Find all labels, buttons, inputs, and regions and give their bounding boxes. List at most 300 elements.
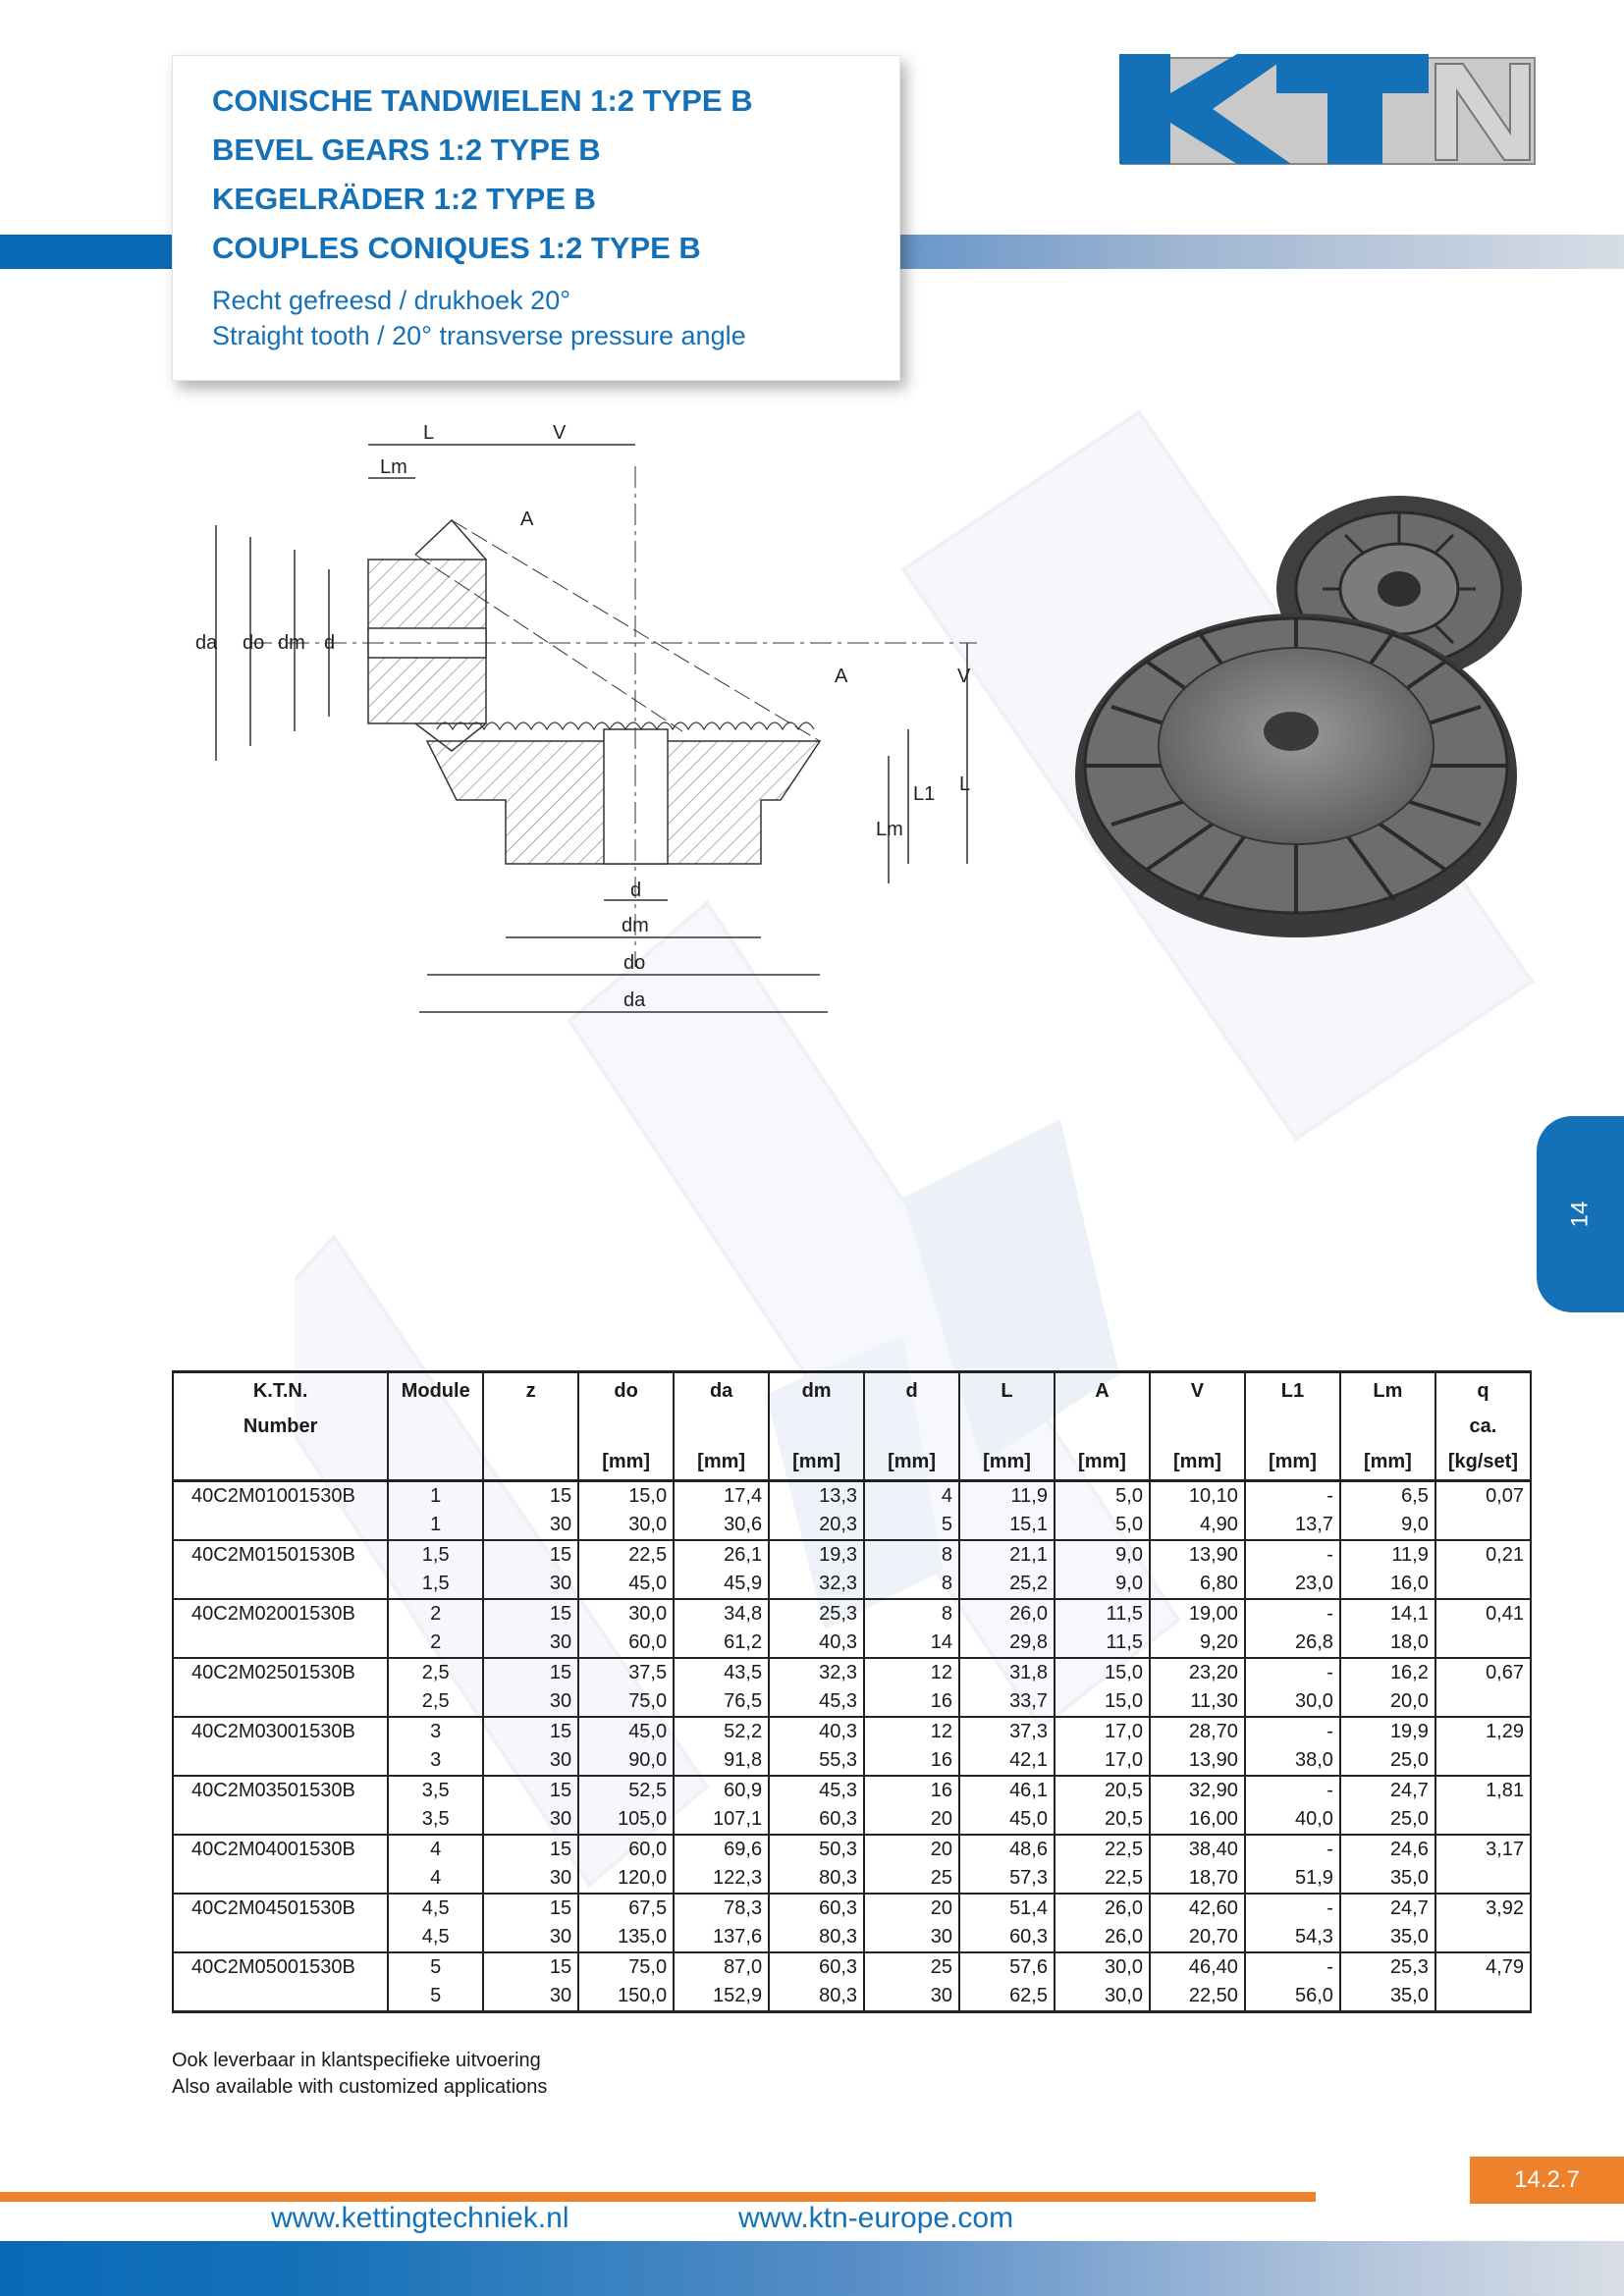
table-cell: 15,0 [1055, 1658, 1150, 1687]
table-cell: 30 [483, 1864, 578, 1894]
cell-number: 40C2M01001530B [173, 1481, 388, 1512]
table-cell: 19,3 [769, 1540, 864, 1570]
table-cell: 29,8 [959, 1629, 1055, 1658]
dim-V-right: V [957, 666, 971, 687]
table-row [173, 1570, 1531, 1599]
footer-band [0, 2241, 1624, 2296]
dim-L-right: L [959, 774, 971, 795]
table-cell: 26,0 [959, 1599, 1055, 1629]
table-cell: - [1245, 1835, 1340, 1864]
table-cell: 0,41 [1435, 1599, 1531, 1629]
title-fr: COUPLES CONIQUES 1:2 TYPE B [212, 231, 701, 265]
table-cell: 80,3 [769, 1864, 864, 1894]
table-cell: 150,0 [578, 1982, 674, 2012]
table-cell: 46,1 [959, 1776, 1055, 1805]
table-cell: 35,0 [1340, 1923, 1435, 1952]
ktn-logo [1119, 54, 1537, 168]
table-cell: 26,0 [1055, 1894, 1150, 1923]
table-cell: 5,0 [1055, 1481, 1150, 1512]
table-cell: 15 [483, 1540, 578, 1570]
table-cell: 55,3 [769, 1746, 864, 1776]
table-cell: 20,3 [769, 1511, 864, 1540]
th-da: da [674, 1372, 769, 1410]
table-row [173, 1481, 1531, 1512]
table-cell: 0,67 [1435, 1658, 1531, 1687]
table-cell: 11,5 [1055, 1599, 1150, 1629]
table-cell: 13,3 [769, 1481, 864, 1512]
table-cell: 30 [483, 1629, 578, 1658]
table-cell: 1,5 [388, 1570, 483, 1599]
table-cell: 2 [388, 1599, 483, 1629]
footer-link-kettingtechniek[interactable]: www.kettingtechniek.nl [271, 2202, 569, 2234]
table-cell: 34,8 [674, 1599, 769, 1629]
table-cell: 14,1 [1340, 1599, 1435, 1629]
table-cell: 3,92 [1435, 1894, 1531, 1923]
table-row [173, 1864, 1531, 1894]
table-cell: 32,90 [1150, 1776, 1245, 1805]
table-row [173, 1776, 1531, 1805]
table-cell: - [1245, 1952, 1340, 1982]
table-cell: 9,20 [1150, 1629, 1245, 1658]
table-cell: 20,0 [1340, 1687, 1435, 1717]
dim-A-top: A [520, 508, 534, 530]
table-cell: 8 [864, 1599, 959, 1629]
table-row [173, 1805, 1531, 1835]
table-cell: 51,9 [1245, 1864, 1340, 1894]
table-row [173, 1952, 1531, 1982]
table-cell: 20 [864, 1894, 959, 1923]
table-cell: 42,60 [1150, 1894, 1245, 1923]
table-cell: 45,9 [674, 1570, 769, 1599]
dim-Lm: Lm [380, 456, 407, 478]
dim-da-bottom: da [623, 989, 646, 1011]
table-cell: 2,5 [388, 1658, 483, 1687]
cell-number: 40C2M01501530B [173, 1540, 388, 1570]
table-cell: 1,5 [388, 1540, 483, 1570]
table-cell: 45,3 [769, 1776, 864, 1805]
table-cell: 30 [483, 1687, 578, 1717]
table-cell: 30 [864, 1923, 959, 1952]
table-cell: 21,1 [959, 1540, 1055, 1570]
table-cell: 50,3 [769, 1835, 864, 1864]
table-row [173, 1923, 1531, 1952]
table-cell: 152,9 [674, 1982, 769, 2012]
table-cell: 3,5 [388, 1776, 483, 1805]
dim-A-bottom: A [835, 666, 848, 687]
table-cell: 30,0 [1055, 1952, 1150, 1982]
table-cell: 20,5 [1055, 1805, 1150, 1835]
table-cell: 4 [864, 1481, 959, 1512]
table-cell [1435, 1570, 1531, 1599]
table-cell: 5 [388, 1952, 483, 1982]
cell-number [173, 1923, 388, 1952]
table-cell: 45,3 [769, 1687, 864, 1717]
table-cell: 26,1 [674, 1540, 769, 1570]
dim-d-bottom: d [630, 880, 642, 901]
table-cell: - [1245, 1776, 1340, 1805]
table-cell: 25,3 [769, 1599, 864, 1629]
table-cell: 60,3 [769, 1805, 864, 1835]
table-row [173, 1835, 1531, 1864]
table-cell [1435, 1629, 1531, 1658]
table-cell: 15,0 [578, 1481, 674, 1512]
table-cell: 10,10 [1150, 1481, 1245, 1512]
note-nl: Ook leverbaar in klantspecifieke uitvoering [172, 2050, 541, 2071]
table-cell: 135,0 [578, 1923, 674, 1952]
table-cell: 60,3 [959, 1923, 1055, 1952]
table-cell: 69,6 [674, 1835, 769, 1864]
table-cell: 15,0 [1055, 1687, 1150, 1717]
dim-d-left: d [324, 632, 336, 654]
table-cell: 80,3 [769, 1982, 864, 2012]
table-cell: 8 [864, 1540, 959, 1570]
table-cell: 76,5 [674, 1687, 769, 1717]
table-cell: 17,0 [1055, 1717, 1150, 1746]
table-cell: 1,81 [1435, 1776, 1531, 1805]
table-cell: 16,00 [1150, 1805, 1245, 1835]
table-cell: 11,5 [1055, 1629, 1150, 1658]
table-cell: 56,0 [1245, 1982, 1340, 2012]
table-cell: 19,00 [1150, 1599, 1245, 1629]
table-cell: 20 [864, 1805, 959, 1835]
table-cell: 15 [483, 1894, 578, 1923]
table-cell: 15 [483, 1776, 578, 1805]
th-unit: [mm] [1245, 1444, 1340, 1481]
table-cell: 30 [483, 1982, 578, 2012]
table-cell: 17,0 [1055, 1746, 1150, 1776]
dim-dm-left: dm [278, 632, 305, 654]
footer-link-ktn-europe[interactable]: www.ktn-europe.com [738, 2202, 1014, 2234]
table-cell: - [1245, 1717, 1340, 1746]
table-row [173, 1687, 1531, 1717]
table-cell: 37,5 [578, 1658, 674, 1687]
table-cell: 60,3 [769, 1952, 864, 1982]
table-cell: 40,0 [1245, 1805, 1340, 1835]
table-cell: 30 [483, 1746, 578, 1776]
cell-number: 40C2M04001530B [173, 1835, 388, 1864]
table-cell: 52,5 [578, 1776, 674, 1805]
table-cell [1435, 1864, 1531, 1894]
cell-number: 40C2M05001530B [173, 1952, 388, 1982]
table-cell: 13,7 [1245, 1511, 1340, 1540]
table-cell: 57,3 [959, 1864, 1055, 1894]
table-cell: 60,0 [578, 1835, 674, 1864]
table-cell: 9,0 [1055, 1540, 1150, 1570]
table-cell: 15 [483, 1717, 578, 1746]
table-cell: 13,90 [1150, 1540, 1245, 1570]
table-cell: 24,7 [1340, 1776, 1435, 1805]
table-cell: 25 [864, 1864, 959, 1894]
dim-do-bottom: do [623, 952, 646, 974]
table-cell: 30,0 [578, 1599, 674, 1629]
table-cell: 20,5 [1055, 1776, 1150, 1805]
table-cell: 22,5 [578, 1540, 674, 1570]
table-cell: - [1245, 1658, 1340, 1687]
cell-number: 40C2M03001530B [173, 1717, 388, 1746]
table-cell: 35,0 [1340, 1982, 1435, 2012]
table-row [173, 1717, 1531, 1746]
table-cell: 22,50 [1150, 1982, 1245, 2012]
table-cell: 19,9 [1340, 1717, 1435, 1746]
table-cell: 18,0 [1340, 1629, 1435, 1658]
th-L: L [959, 1372, 1055, 1410]
table-cell: 51,4 [959, 1894, 1055, 1923]
cell-number: 40C2M02001530B [173, 1599, 388, 1629]
th-module: Module [388, 1372, 483, 1410]
table-cell: 87,0 [674, 1952, 769, 1982]
table-cell: 78,3 [674, 1894, 769, 1923]
table-cell: 61,2 [674, 1629, 769, 1658]
table-cell [1435, 1746, 1531, 1776]
dim-Lm-right: Lm [876, 819, 903, 840]
table-cell: 2,5 [388, 1687, 483, 1717]
table-cell: 30,6 [674, 1511, 769, 1540]
table-cell: 15,1 [959, 1511, 1055, 1540]
dim-dm-bottom: dm [622, 915, 649, 936]
table-cell: 4,79 [1435, 1952, 1531, 1982]
technical-drawing [191, 417, 1036, 1026]
table-cell: 15 [483, 1481, 578, 1512]
table-cell: 22,5 [1055, 1864, 1150, 1894]
title-de: KEGELRÄDER 1:2 TYPE B [212, 182, 597, 216]
table-cell: 2 [388, 1629, 483, 1658]
table-cell: 45,0 [959, 1805, 1055, 1835]
table-cell: 137,6 [674, 1923, 769, 1952]
th-unit: [mm] [674, 1444, 769, 1481]
table-cell: 6,80 [1150, 1570, 1245, 1599]
note-en: Also available with customized applications [172, 2076, 548, 2098]
table-cell: 4 [388, 1835, 483, 1864]
table-cell: 22,5 [1055, 1835, 1150, 1864]
table-row [173, 1982, 1531, 2012]
th-unit: [mm] [959, 1444, 1055, 1481]
chapter-tab-label: 14 [1566, 1201, 1594, 1228]
table-cell: 4 [388, 1864, 483, 1894]
table-cell: 75,0 [578, 1687, 674, 1717]
table-cell: 30,0 [1245, 1687, 1340, 1717]
table-cell: 25,3 [1340, 1952, 1435, 1982]
table-cell [1435, 1805, 1531, 1835]
table-cell: 16,2 [1340, 1658, 1435, 1687]
table-cell: 1 [388, 1511, 483, 1540]
table-cell: 18,70 [1150, 1864, 1245, 1894]
th-q: q [1435, 1372, 1531, 1410]
table-cell: 16 [864, 1776, 959, 1805]
th-V: V [1150, 1372, 1245, 1410]
th-unit: [mm] [1150, 1444, 1245, 1481]
table-cell: 24,6 [1340, 1835, 1435, 1864]
table-cell [1435, 1687, 1531, 1717]
table-cell: - [1245, 1599, 1340, 1629]
table-cell: 45,0 [578, 1570, 674, 1599]
table-cell [1435, 1923, 1531, 1952]
table-cell: 8 [864, 1570, 959, 1599]
spec-table [172, 1370, 1532, 2013]
cell-number [173, 1687, 388, 1717]
table-cell: 60,3 [769, 1894, 864, 1923]
table-cell: 26,8 [1245, 1629, 1340, 1658]
table-cell: 67,5 [578, 1894, 674, 1923]
table-cell: 30 [864, 1982, 959, 2012]
table-cell: 25,0 [1340, 1805, 1435, 1835]
table-cell: 25,0 [1340, 1746, 1435, 1776]
th-dm: dm [769, 1372, 864, 1410]
dim-do-left: do [243, 632, 265, 654]
table-cell: 12 [864, 1717, 959, 1746]
title-nl: CONISCHE TANDWIELEN 1:2 TYPE B [212, 83, 753, 118]
table-cell: 11,30 [1150, 1687, 1245, 1717]
cell-number [173, 1629, 388, 1658]
table-cell: 3,17 [1435, 1835, 1531, 1864]
chapter-tab[interactable] [1537, 1116, 1624, 1312]
table-cell: 48,6 [959, 1835, 1055, 1864]
th-do: do [578, 1372, 674, 1410]
table-cell: 91,8 [674, 1746, 769, 1776]
table-cell: 3,5 [388, 1805, 483, 1835]
table-cell: 9,0 [1055, 1570, 1150, 1599]
cell-number [173, 1570, 388, 1599]
footer-orange-line [0, 2192, 1316, 2202]
table-cell: 32,3 [769, 1658, 864, 1687]
table-cell: 16 [864, 1746, 959, 1776]
table-cell: 16 [864, 1687, 959, 1717]
cell-number [173, 1982, 388, 2012]
th-unit-q: [kg/set] [1435, 1444, 1531, 1481]
th-unit: [mm] [864, 1444, 959, 1481]
table-cell: 43,5 [674, 1658, 769, 1687]
th-A: A [1055, 1372, 1150, 1410]
th-Lm: Lm [1340, 1372, 1435, 1410]
table-cell: 5 [388, 1982, 483, 2012]
table-cell: 13,90 [1150, 1746, 1245, 1776]
table-cell: 30,0 [578, 1511, 674, 1540]
table-cell: 122,3 [674, 1864, 769, 1894]
table-cell: 40,3 [769, 1717, 864, 1746]
table-cell: 52,2 [674, 1717, 769, 1746]
table-cell: 57,6 [959, 1952, 1055, 1982]
table-cell [1435, 1511, 1531, 1540]
cell-number: 40C2M04501530B [173, 1894, 388, 1923]
table-cell: 25 [864, 1952, 959, 1982]
bevel-gear-render [1070, 452, 1561, 962]
table-cell: 26,0 [1055, 1923, 1150, 1952]
table-cell: 23,20 [1150, 1658, 1245, 1687]
table-cell: 25,2 [959, 1570, 1055, 1599]
table-cell: 35,0 [1340, 1864, 1435, 1894]
th-d: d [864, 1372, 959, 1410]
table-cell: - [1245, 1540, 1340, 1570]
table-cell: 80,3 [769, 1923, 864, 1952]
title-en: BEVEL GEARS 1:2 TYPE B [212, 133, 601, 167]
page-number: 14.2.7 [1470, 2157, 1624, 2204]
table-cell: 3 [388, 1717, 483, 1746]
table-cell [1435, 1982, 1531, 2012]
table-cell: 37,3 [959, 1717, 1055, 1746]
table-cell: 30,0 [1055, 1982, 1150, 2012]
table-cell: 38,0 [1245, 1746, 1340, 1776]
cell-number [173, 1805, 388, 1835]
table-cell: 30 [483, 1805, 578, 1835]
table-cell: - [1245, 1481, 1340, 1512]
table-cell: 32,3 [769, 1570, 864, 1599]
table-cell: 17,4 [674, 1481, 769, 1512]
cell-number [173, 1864, 388, 1894]
table-cell: 120,0 [578, 1864, 674, 1894]
th-unit: [mm] [1340, 1444, 1435, 1481]
table-cell: 90,0 [578, 1746, 674, 1776]
table-cell: 33,7 [959, 1687, 1055, 1717]
table-cell: 38,40 [1150, 1835, 1245, 1864]
table-cell: 16,0 [1340, 1570, 1435, 1599]
table-cell: 14 [864, 1629, 959, 1658]
dim-da-left: da [195, 632, 218, 654]
th-unit: [mm] [578, 1444, 674, 1481]
table-cell: 15 [483, 1599, 578, 1629]
table-cell: 105,0 [578, 1805, 674, 1835]
table-cell: 15 [483, 1952, 578, 1982]
table-cell: - [1245, 1894, 1340, 1923]
table-cell: 45,0 [578, 1717, 674, 1746]
table-cell: 4,90 [1150, 1511, 1245, 1540]
table-cell: 30 [483, 1923, 578, 1952]
table-cell: 4,5 [388, 1894, 483, 1923]
table-cell: 40,3 [769, 1629, 864, 1658]
th-number-2: Number [173, 1409, 388, 1444]
table-row [173, 1599, 1531, 1629]
table-cell: 28,70 [1150, 1717, 1245, 1746]
table-cell: 42,1 [959, 1746, 1055, 1776]
table-cell: 24,7 [1340, 1894, 1435, 1923]
table-cell: 5 [864, 1511, 959, 1540]
cell-number [173, 1746, 388, 1776]
table-cell: 15 [483, 1835, 578, 1864]
table-cell: 3 [388, 1746, 483, 1776]
table-row [173, 1540, 1531, 1570]
table-cell: 11,9 [1340, 1540, 1435, 1570]
table-cell: 23,0 [1245, 1570, 1340, 1599]
table-cell: 5,0 [1055, 1511, 1150, 1540]
table-row [173, 1658, 1531, 1687]
th-number: K.T.N. [173, 1372, 388, 1410]
subtitle-nl: Recht gefreesd / drukhoek 20° [212, 286, 571, 315]
title-box [172, 55, 900, 381]
table-cell: 107,1 [674, 1805, 769, 1835]
table-cell: 11,9 [959, 1481, 1055, 1512]
table-cell: 15 [483, 1658, 578, 1687]
table-cell: 30 [483, 1570, 578, 1599]
table-cell: 20,70 [1150, 1923, 1245, 1952]
cell-number: 40C2M03501530B [173, 1776, 388, 1805]
th-L1: L1 [1245, 1372, 1340, 1410]
cell-number: 40C2M02501530B [173, 1658, 388, 1687]
table-cell: 54,3 [1245, 1923, 1340, 1952]
table-cell: 60,0 [578, 1629, 674, 1658]
table-cell: 0,07 [1435, 1481, 1531, 1512]
table-row [173, 1511, 1531, 1540]
th-z: z [483, 1372, 578, 1410]
dim-L1: L1 [913, 783, 936, 805]
table-cell: 6,5 [1340, 1481, 1435, 1512]
table-cell: 1,29 [1435, 1717, 1531, 1746]
table-cell: 30 [483, 1511, 578, 1540]
table-cell: 9,0 [1340, 1511, 1435, 1540]
table-cell: 62,5 [959, 1982, 1055, 2012]
subtitle-en: Straight tooth / 20° transverse pressure angle [212, 321, 746, 350]
table-cell: 12 [864, 1658, 959, 1687]
table-cell: 4,5 [388, 1923, 483, 1952]
table-cell: 75,0 [578, 1952, 674, 1982]
table-cell: 20 [864, 1835, 959, 1864]
